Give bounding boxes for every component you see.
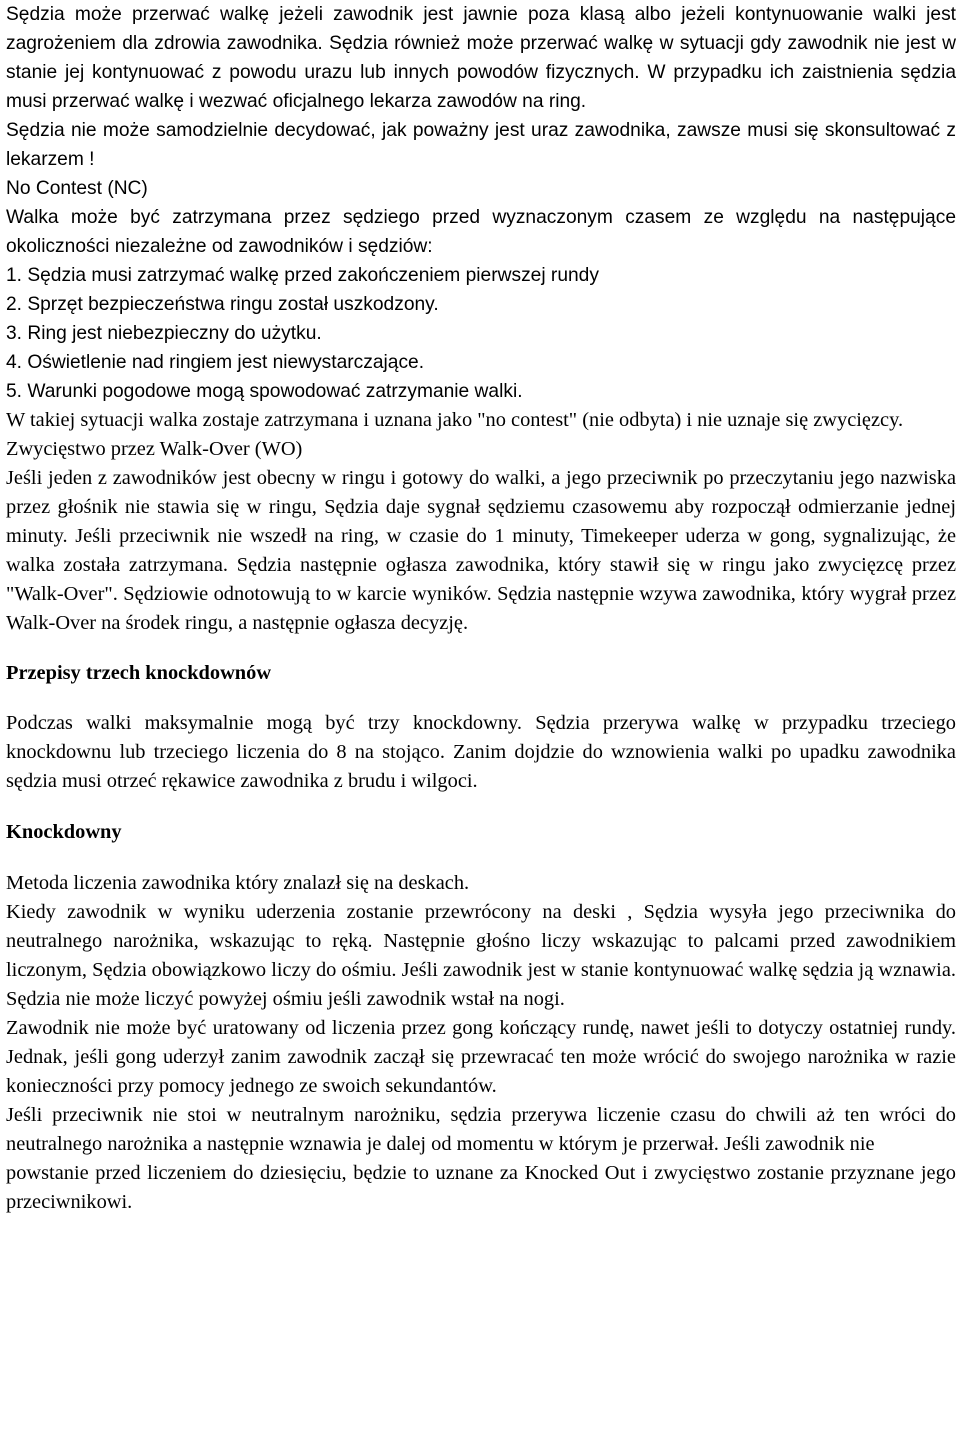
list-item: 5. Warunki pogodowe mogą spowodować zatrzymanie walki. <box>6 381 523 402</box>
list-item: 2. Sprzęt bezpieczeństwa ringu został uszkodzony. <box>6 294 439 315</box>
list-item: 4. Oświetlenie nad ringiem jest niewystarczające. <box>6 352 425 373</box>
no-contest-intro: Walka może być zatrzymana przez sędziego przed wyznaczonym czasem ze względu na następujące okoliczności niezależne od zawodników i sędziów: <box>6 207 956 257</box>
list-item: 3. Ring jest niebezpieczny do użytku. <box>6 323 322 344</box>
no-contest-list <box>6 261 956 406</box>
knockdowns-paragraph-4: Jeśli przeciwnik nie stoi w neutralnym narożniku, sędzia przerywa liczenie czasu do chwili aż ten wróci do neutralnego narożnika a następnie wznawia je dalej od momentu w którym je przerwał. Jeśli zawodnik nie <box>6 1104 956 1155</box>
spacer <box>6 688 956 709</box>
spacer <box>6 796 956 818</box>
knockdowns-paragraph-1: Metoda liczenia zawodnika który znalazł się na deskach. <box>6 872 470 894</box>
referee-stop-paragraph: Sędzia może przerwać walkę jeżeli zawodnik jest jawnie poza klasą albo jeżeli kontynuowanie walki jest zagrożeniem dla zdrowia zawodnika. Sędzia również może przerwać walkę w sytuacji gdy zawodnik nie jest w stanie jej kontynuować z powodu urazu lub innych powodów fizycznych. W przypadku ich zaistnienia sędzia musi przerwać walkę i wezwać oficjalnego lekarza zawodów na ring. <box>6 4 956 112</box>
knockdowns-paragraph-2: Kiedy zawodnik w wyniku uderzenia zostanie przewrócony na deski , Sędzia wysyła jego przeciwnika do neutralnego narożnika, wskazując to ręką. Następnie głośno liczy wskazując to palcami przed zawodnikiem liczonym, Sędzia obowiązkowo liczy do ośmiu. Jeśli zawodnik jest w stanie kontynuować walkę sędzia ją wznawia. Sędzia nie może liczyć powyżej ośmiu jeśli zawodnik wstał na nogi. <box>6 901 956 1010</box>
walk-over-body: Jeśli jeden z zawodników jest obecny w ringu i gotowy do walki, a jego przeciwnik po przeczytaniu jego nazwiska przez głośnik nie stawia się w ringu, Sędzia daje sygnał sędziemu czasowemu aby rozpoczął odmierzanie jednej minuty. Jeśli przeciwnik nie wszedł na ring, w czasie do 1 minuty, Timekeeper uderza w gong, sygnalizując, że walka została zatrzymana. Sędzia następnie ogłasza zawodnika, który stawił się w ringu jako zwycięzcę przez "Walk-Over". Sędziowie odnotowują to w karcie wyników. Sędzia następnie wzywa zawodnika, który wygrał przez Walk-Over na środek ringu, a następnie ogłasza decyzję. <box>6 467 956 634</box>
no-contest-title: No Contest (NC) <box>6 178 148 199</box>
three-knockdowns-body: Podczas walki maksymalnie mogą być trzy knockdowny. Sędzia przerywa walkę w przypadku trzeciego knockdownu lub trzeciego liczenia do 8 na stojąco. Zanim dojdzie do wznowienia walki po upadku zawodnika sędzia musi otrzeć rękawice zawodnika z brudu i wilgoci. <box>6 712 956 792</box>
spacer <box>6 638 956 659</box>
knockdowns-heading: Knockdowny <box>6 821 122 843</box>
walk-over-title: Zwycięstwo przez Walk-Over (WO) <box>6 438 303 460</box>
knockdowns-paragraph-5: powstanie przed liczeniem do dziesięciu, będzie to uznane za Knocked Out i zwycięstwo zostanie przyznane jego przeciwnikowi. <box>6 1162 956 1213</box>
list-item: 1. Sędzia musi zatrzymać walkę przed zakończeniem pierwszej rundy <box>6 265 599 286</box>
doctor-consult-paragraph: Sędzia nie może samodzielnie decydować, jak poważny jest uraz zawodnika, zawsze musi się skonsultować z lekarzem ! <box>6 120 956 170</box>
three-knockdowns-heading: Przepisy trzech knockdownów <box>6 662 272 684</box>
document-page <box>6 0 956 1217</box>
knockdowns-paragraph-3: Zawodnik nie może być uratowany od liczenia przez gong kończący rundę, nawet jeśli to dotyczy ostatniej rundy. Jednak, jeśli gong uderzył zanim zawodnik zaczął się przewracać ten może wrócić do swojego narożnika w razie konieczności przy pomocy jednego ze swoich sekundantów. <box>6 1017 956 1097</box>
no-contest-closing: W takiej sytuacji walka zostaje zatrzymana i uznana jako "no contest" (nie odbyta) i nie uznaje się zwycięzcy. <box>6 409 904 431</box>
spacer <box>6 847 956 869</box>
